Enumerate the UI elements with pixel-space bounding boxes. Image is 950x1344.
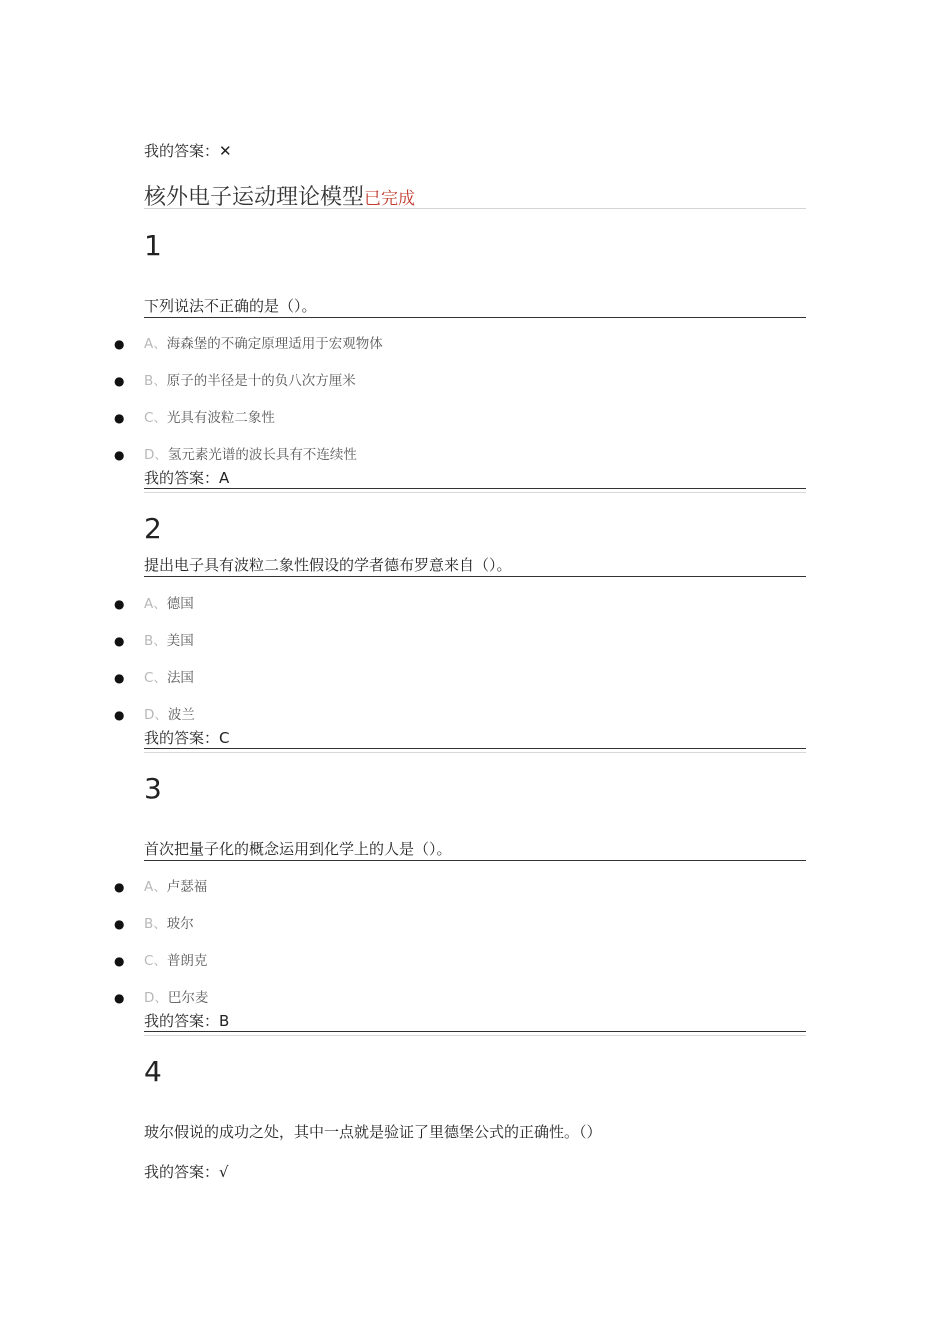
option-item[interactable] xyxy=(114,669,194,687)
option-text: 氢元素光谱的波长具有不连续性 xyxy=(167,447,357,463)
option-text: 巴尔麦 xyxy=(167,990,209,1006)
option-letter: C、 xyxy=(144,953,167,969)
option-letter: D、 xyxy=(144,707,168,723)
answer-value: ✕ xyxy=(219,142,232,160)
option-text: 光具有波粒二象性 xyxy=(166,410,275,426)
question-text: 下列说法不正确的是（）。 xyxy=(144,296,806,318)
bullet-icon: ● xyxy=(114,880,125,894)
option-text: 波兰 xyxy=(167,707,195,723)
answer-value: B xyxy=(219,1012,230,1030)
option-letter: A、 xyxy=(144,596,167,612)
option-letter: C、 xyxy=(144,670,167,686)
option-text: 玻尔 xyxy=(166,916,194,932)
answer-value: C xyxy=(219,729,230,747)
bullet-icon: ● xyxy=(114,708,125,722)
option-item[interactable] xyxy=(114,335,383,353)
option-letter: A、 xyxy=(144,336,167,352)
bullet-icon: ● xyxy=(114,954,125,968)
section-header xyxy=(144,180,806,209)
question-number: 2 xyxy=(144,512,162,545)
question-text: 首次把量子化的概念运用到化学上的人是（）。 xyxy=(144,839,806,861)
option-item[interactable] xyxy=(114,878,207,896)
answer-label: 我的答案： xyxy=(144,729,220,747)
option-letter: A、 xyxy=(144,879,167,895)
option-letter: D、 xyxy=(144,447,168,463)
option-letter: B、 xyxy=(144,373,167,389)
option-text: 海森堡的不确定原理适用于宏观物体 xyxy=(166,336,383,352)
bullet-icon: ● xyxy=(114,411,125,425)
option-text: 美国 xyxy=(166,633,194,649)
option-item[interactable] xyxy=(114,632,194,650)
option-text: 原子的半径是十的负八次方厘米 xyxy=(166,373,356,389)
option-letter: D、 xyxy=(144,990,168,1006)
option-item[interactable] xyxy=(114,595,194,613)
previous-answer xyxy=(144,140,232,161)
bullet-icon: ● xyxy=(114,374,125,388)
option-item[interactable] xyxy=(114,446,357,464)
bullet-icon: ● xyxy=(114,991,125,1005)
answer-label: 我的答案： xyxy=(144,142,220,160)
option-letter: B、 xyxy=(144,633,167,649)
question-number: 3 xyxy=(144,772,162,805)
answer-value: √ xyxy=(219,1163,229,1181)
option-item[interactable] xyxy=(114,915,194,933)
option-item[interactable] xyxy=(114,706,195,724)
bullet-icon: ● xyxy=(114,597,125,611)
section-title: 核外电子运动理论模型 xyxy=(144,185,365,210)
option-text: 德国 xyxy=(166,596,194,612)
option-text: 普朗克 xyxy=(166,953,208,969)
answer-label: 我的答案： xyxy=(144,1012,220,1030)
option-item[interactable] xyxy=(114,952,207,970)
option-letter: B、 xyxy=(144,916,167,932)
question-text: 提出电子具有波粒二象性假设的学者德布罗意来自（）。 xyxy=(144,555,806,577)
question-text: 玻尔假说的成功之处，其中一点就是验证了里德堡公式的正确性。（） xyxy=(144,1123,602,1141)
option-item[interactable] xyxy=(114,372,356,390)
bullet-icon: ● xyxy=(114,448,125,462)
bullet-icon: ● xyxy=(114,337,125,351)
answer-value: A xyxy=(219,469,230,487)
bullet-icon: ● xyxy=(114,671,125,685)
my-answer xyxy=(144,468,806,489)
my-answer xyxy=(144,1162,806,1182)
option-text: 卢瑟福 xyxy=(166,879,208,895)
option-item[interactable] xyxy=(114,409,275,427)
status-badge: 已完成 xyxy=(364,189,416,209)
my-answer xyxy=(144,728,806,749)
answer-label: 我的答案： xyxy=(144,1163,220,1181)
option-item[interactable] xyxy=(114,989,208,1007)
my-answer xyxy=(144,1011,806,1032)
bullet-icon: ● xyxy=(114,917,125,931)
option-letter: C、 xyxy=(144,410,167,426)
question-number: 1 xyxy=(144,229,162,262)
bullet-icon: ● xyxy=(114,634,125,648)
answer-label: 我的答案： xyxy=(144,469,220,487)
question-number: 4 xyxy=(144,1055,162,1088)
option-text: 法国 xyxy=(166,670,194,686)
